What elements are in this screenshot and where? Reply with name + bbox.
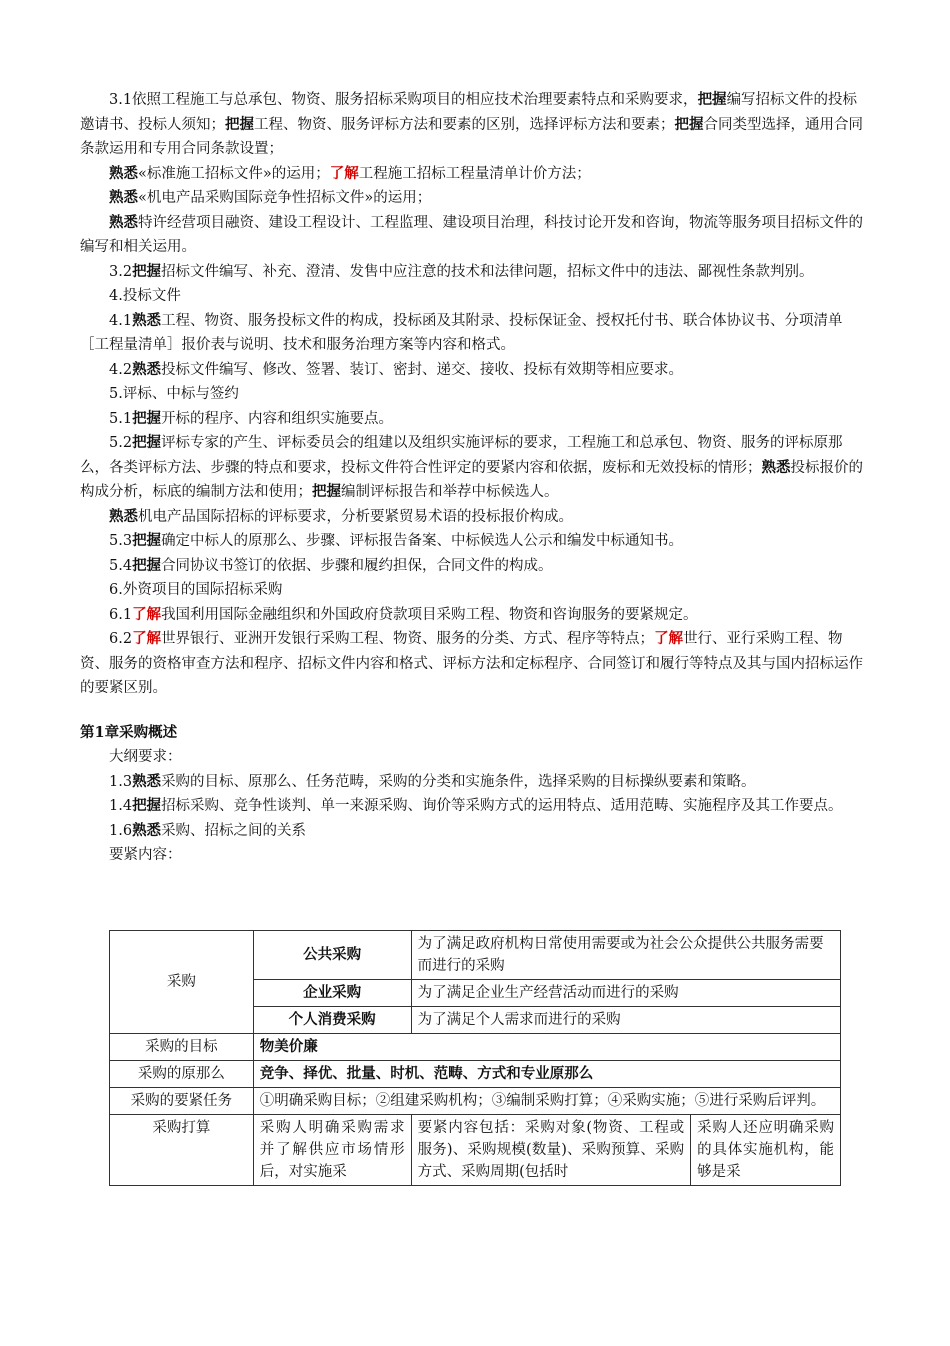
principle-label: 采购的原那么 bbox=[110, 1061, 254, 1088]
text-run: 编写招标文件的投标邀请书、投标人须知； bbox=[80, 92, 858, 133]
table-row bbox=[110, 1115, 841, 1186]
text-run: 我国利用国际金融组织和外国政府贷款项目采购工程、物资和咨询服务的要紧规定。 bbox=[161, 606, 698, 623]
principle-value: 竞争、择优、批量、时机、范畴、方式和专业原那么 bbox=[253, 1061, 840, 1088]
paragraph bbox=[80, 603, 870, 628]
keyword-bold: 把握 bbox=[132, 409, 162, 427]
paragraph bbox=[80, 627, 870, 701]
type-desc: 为了满足政府机构日常使用需要或为社会公众提供公共服务需要而进行的采购 bbox=[411, 931, 840, 980]
text-run: 5.评标、中标与签约 bbox=[109, 386, 239, 402]
keyword-bold: 把握 bbox=[132, 434, 162, 451]
text-run: 编制评标报告和举荐中标候选人。 bbox=[341, 484, 559, 500]
text-run: 6.外资项目的国际招标采购 bbox=[109, 582, 283, 598]
keyword-bold: 熟悉 bbox=[761, 458, 791, 476]
type-name: 公共采购 bbox=[253, 931, 411, 980]
text-run: 工程施工招标工程量清单计价方法； bbox=[358, 165, 591, 182]
text-run: 采购的目标、原那么、任务范畴，采购的分类和实施条件，选择采购的目标操纵要素和策略。 bbox=[161, 773, 756, 790]
text-run: 投标文件编写、修改、签署、装订、密封、递交、接收、投标有效期等相应要求。 bbox=[161, 361, 684, 378]
highlight-red: 了解 bbox=[132, 605, 162, 623]
text-run: 第1章采购概述 bbox=[80, 723, 178, 741]
paragraph bbox=[80, 260, 870, 285]
keyword-bold: 把握 bbox=[312, 483, 341, 500]
paragraph bbox=[80, 745, 870, 770]
text-run: 要紧内容： bbox=[109, 847, 182, 863]
paragraph bbox=[80, 211, 870, 260]
text-run: 5.2 bbox=[109, 435, 133, 451]
procurement-table bbox=[109, 930, 841, 1186]
document-body bbox=[80, 88, 870, 868]
table-row bbox=[110, 931, 841, 980]
keyword-bold: 熟悉 bbox=[109, 507, 138, 525]
type-desc: 为了满足企业生产经营活动而进行的采购 bbox=[411, 980, 840, 1007]
highlight-red: 了解 bbox=[132, 630, 162, 647]
table-row bbox=[110, 1088, 841, 1115]
highlight-red: 了解 bbox=[654, 630, 684, 647]
procurement-category-label: 采购 bbox=[110, 931, 254, 1034]
plan-col1: 采购人明确采购需求并了解供应市场情形后，对实施采 bbox=[253, 1115, 411, 1186]
paragraph bbox=[80, 819, 870, 844]
paragraph bbox=[80, 162, 870, 187]
text-run: 1.6 bbox=[109, 822, 133, 839]
keyword-bold: 把握 bbox=[132, 532, 162, 549]
plan-col3: 采购人还应明确采购的具体实施机构，能够是采 bbox=[691, 1115, 841, 1186]
paragraph bbox=[80, 505, 870, 530]
text-run: «机电产品采购国际竞争性招标文件»的运用； bbox=[138, 190, 432, 206]
text-run: 5.3 bbox=[109, 533, 133, 549]
text-run: 招标采购、竞争性谈判、单一来源采购、询价等采购方式的运用特点、适用范畴、实施程序及其工作要点。 bbox=[161, 798, 843, 814]
text-run: 5.4 bbox=[109, 557, 133, 574]
paragraph bbox=[80, 284, 870, 309]
table-row bbox=[110, 1061, 841, 1088]
text-run: 4.2 bbox=[109, 361, 133, 378]
paragraph bbox=[80, 770, 870, 795]
keyword-bold: 把握 bbox=[132, 556, 162, 574]
text-run: 3.1依照工程施工与总承包、物资、服务招标采购项目的相应技术治理要素特点和采购要求， bbox=[109, 92, 698, 108]
table-row bbox=[110, 1034, 841, 1061]
type-desc: 为了满足个人需求而进行的采购 bbox=[411, 1007, 840, 1034]
text-run: 采购、招标之间的关系 bbox=[161, 822, 307, 839]
paragraph bbox=[80, 554, 870, 579]
keyword-bold: 熟悉 bbox=[132, 360, 162, 378]
text-run: 特许经营项目融资、建设工程设计、工程监理、建设项目治理，科技讨论开发和咨询，物流等服务项目招标文件的编写和相关运用。 bbox=[80, 214, 863, 255]
keyword-bold: 把握 bbox=[132, 797, 162, 814]
text-run: 合同类型选择，通用合同条款运用和专用合同条款设置； bbox=[80, 116, 863, 157]
text-run: 6.2 bbox=[109, 631, 133, 647]
text-run: 1.4 bbox=[109, 798, 133, 814]
text-run: 工程、物资、服务评标方法和要素的区别，选择评标方法和要素； bbox=[254, 116, 675, 133]
keyword-bold: 把握 bbox=[132, 262, 162, 280]
text-run: 投标报价的构成分析，标底的编制方法和使用； bbox=[80, 459, 863, 500]
keyword-bold: 熟悉 bbox=[132, 821, 162, 839]
text-run: 6.1 bbox=[109, 606, 133, 623]
text-run: 1.3 bbox=[109, 773, 133, 790]
plan-col2: 要紧内容包括：采购对象(物资、工程或服务)、采购规模(数量)、采购预算、采购方式、采购周期(包括时 bbox=[411, 1115, 691, 1186]
text-run: 5.1 bbox=[109, 410, 133, 427]
task-label: 采购的要紧任务 bbox=[110, 1088, 254, 1115]
keyword-bold: 把握 bbox=[674, 115, 704, 133]
keyword-bold: 熟悉 bbox=[109, 213, 138, 231]
keyword-bold: 熟悉 bbox=[109, 189, 138, 206]
text-run: 世行、亚行采购工程、物资、服务的资格审查方法和程序、招标文件内容和格式、评标方法和定标程序、合同签订和履行等特点及其与国内招标运作的要紧区别。 bbox=[80, 631, 863, 696]
paragraph bbox=[80, 794, 870, 819]
text-run: 4.1 bbox=[109, 312, 133, 329]
text-run: 招标文件编写、补充、澄清、发售中应注意的技术和法律问题，招标文件中的违法、鄙视性条款判别。 bbox=[161, 263, 814, 280]
paragraph bbox=[80, 358, 870, 383]
keyword-bold: 熟悉 bbox=[109, 164, 138, 182]
paragraph bbox=[80, 382, 870, 407]
text-run: 大纲要求： bbox=[109, 749, 182, 765]
paragraph bbox=[80, 431, 870, 505]
text-run: 世界银行、亚洲开发银行采购工程、物资、服务的分类、方式、程序等特点； bbox=[161, 631, 655, 647]
task-value: ①明确采购目标；②组建采购机构；③编制采购打算；④采购实施；⑤进行采购后评判。 bbox=[253, 1088, 840, 1115]
paragraph bbox=[80, 88, 870, 162]
highlight-red: 了解 bbox=[329, 164, 359, 182]
paragraph bbox=[80, 529, 870, 554]
text-run: 工程、物资、服务投标文件的构成，投标函及其附录、投标保证金、授权托付书、联合体协议书、分项清单［工程量清单］报价表与说明、技术和服务治理方案等内容和格式。 bbox=[80, 312, 843, 353]
section-heading bbox=[80, 721, 870, 746]
goal-label: 采购的目标 bbox=[110, 1034, 254, 1061]
text-run: 评标专家的产生、评标委员会的组建以及组织实施评标的要求，工程施工和总承包、物资、服务的评标原那么，各类评标方法、步骤的特点和要求，投标文件符合性评定的要紧内容和依据，废标和无效投标的情形； bbox=[80, 435, 843, 476]
text-run: 开标的程序、内容和组织实施要点。 bbox=[161, 410, 394, 427]
paragraph bbox=[80, 309, 870, 358]
paragraph bbox=[80, 578, 870, 603]
text-run: 4.投标文件 bbox=[109, 288, 181, 304]
type-name: 企业采购 bbox=[253, 980, 411, 1007]
text-run: 3.2 bbox=[109, 263, 133, 280]
keyword-bold: 熟悉 bbox=[132, 772, 162, 790]
text-run: 机电产品国际招标的评标要求，分析要紧贸易术语的投标报价构成。 bbox=[138, 508, 573, 525]
paragraph bbox=[80, 186, 870, 211]
keyword-bold: 把握 bbox=[697, 91, 727, 108]
paragraph bbox=[80, 843, 870, 868]
type-name: 个人消费采购 bbox=[253, 1007, 411, 1034]
text-run: 确定中标人的原那么、步骤、评标报告备案、中标候选人公示和编发中标通知书。 bbox=[161, 533, 684, 549]
paragraph bbox=[80, 407, 870, 432]
goal-value: 物美价廉 bbox=[253, 1034, 840, 1061]
keyword-bold: 把握 bbox=[225, 115, 254, 133]
text-run: 合同协议书签订的依据、步骤和履约担保，合同文件的构成。 bbox=[161, 557, 553, 574]
text-run: «标准施工招标文件»的运用； bbox=[138, 165, 330, 182]
keyword-bold: 熟悉 bbox=[132, 311, 162, 329]
plan-label: 采购打算 bbox=[110, 1115, 254, 1186]
